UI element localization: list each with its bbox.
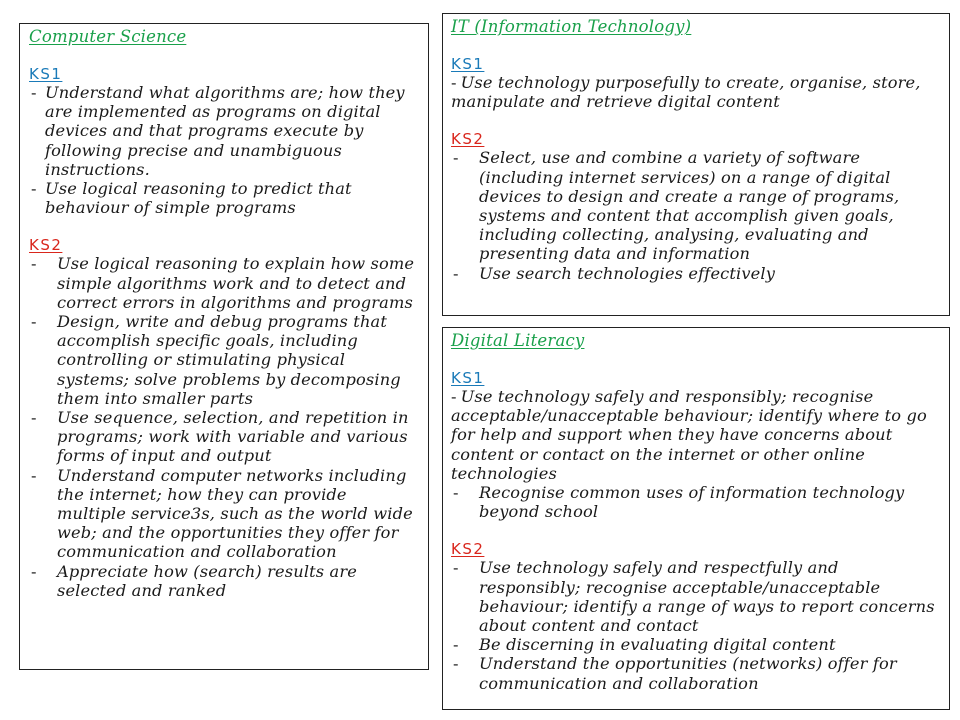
list-item-text: Use technology safely and responsibly; recognise acceptable/unacceptable behaviour; identify where to go for help and support when they have concerns about content or contact on the internet or other online technologies	[451, 387, 927, 483]
list-item: - Use search technologies effectively	[451, 264, 941, 283]
dl-ks1-label: KS1	[451, 369, 485, 387]
dl-ks2-label: KS2	[451, 540, 485, 559]
list-item	[451, 73, 941, 111]
it-ks1-list	[451, 73, 941, 111]
digital-literacy-panel	[442, 327, 950, 710]
list-item: - Understand computer networks including the internet; how they can provide multiple service3s, such as the world wide web; and the opportunities they offer for communication and collaboration	[29, 466, 420, 562]
cs-ks1-label: KS1	[29, 65, 63, 83]
list-item: - Use logical reasoning to predict that behaviour of simple programs	[29, 179, 420, 217]
list-item: - Recognise common uses of information technology beyond school	[451, 483, 941, 521]
computer-science-title: Computer Science	[29, 27, 187, 46]
cs-ks1-list	[29, 83, 420, 217]
it-title: IT (Information Technology)	[451, 17, 692, 36]
it-ks2-list	[451, 148, 941, 282]
dash-glyph: -	[451, 73, 457, 92]
list-item: - Design, write and debug programs that accomplish specific goals, including controlling or stimulating physical systems; solve problems by decomposing them into smaller parts	[29, 312, 420, 408]
list-item-text: Use technology purposefully to create, organise, store, manipulate and retrieve digital content	[451, 73, 921, 112]
dl-ks1-list	[451, 387, 941, 521]
list-item: - Use technology safely and respectfully and responsibly; recognise acceptable/unacceptable behaviour; identify a range of ways to report concerns about content and contact	[451, 558, 941, 635]
it-panel	[442, 13, 950, 316]
list-item: - Understand the opportunities (networks) offer for communication and collaboration	[451, 654, 941, 692]
dash-glyph: -	[451, 387, 457, 406]
dl-ks2-list	[451, 558, 941, 692]
cs-ks2-label: KS2	[29, 236, 63, 255]
list-item: - Use sequence, selection, and repetition in programs; work with variable and various forms of input and output	[29, 408, 420, 466]
list-item: - Understand what algorithms are; how they are implemented as programs on digital devices and that programs execute by following precise and unambiguous instructions.	[29, 83, 420, 179]
it-ks2-label: KS2	[451, 130, 485, 149]
list-item: - Select, use and combine a variety of software (including internet services) on a range of digital devices to design and create a range of programs, systems and content that accomplish given goals, including collecting, analysing, evaluating and presenting data and information	[451, 148, 941, 263]
list-item	[451, 387, 941, 483]
list-item: - Use logical reasoning to explain how some simple algorithms work and to detect and correct errors in algorithms and programs	[29, 254, 420, 312]
it-ks1-label: KS1	[451, 55, 485, 73]
list-item: - Appreciate how (search) results are selected and ranked	[29, 562, 420, 600]
digital-literacy-title: Digital Literacy	[451, 331, 585, 350]
list-item: - Be discerning in evaluating digital content	[451, 635, 941, 654]
cs-ks2-list	[29, 254, 420, 600]
computer-science-panel	[19, 23, 429, 670]
